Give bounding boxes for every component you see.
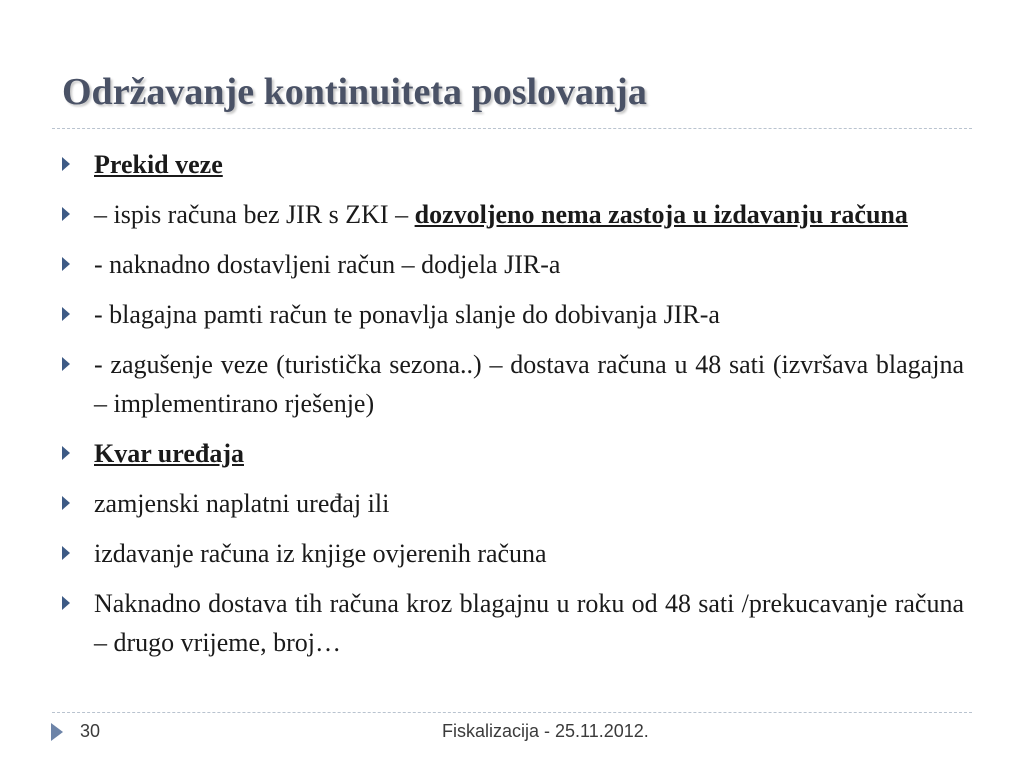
bullet-item xyxy=(62,584,964,662)
bullet-item xyxy=(62,534,964,573)
triangle-bullet-icon xyxy=(62,257,70,271)
slide-title: Održavanje kontinuiteta poslovanja xyxy=(62,71,647,113)
bullet-item xyxy=(62,295,964,334)
bullet-text: - blagajna pamti račun te ponavlja slanje do dobivanja JIR-a xyxy=(94,300,720,329)
bullet-item xyxy=(62,245,964,284)
bullet-text: – ispis računa bez JIR s ZKI – xyxy=(94,200,415,229)
triangle-bullet-icon xyxy=(62,307,70,321)
footer-text: Fiskalizacija - 25.11.2012. xyxy=(442,721,649,741)
bullet-emphasis: dozvoljeno nema zastoja u izdavanju računa xyxy=(414,200,908,229)
triangle-bullet-icon xyxy=(62,596,70,610)
triangle-bullet-icon xyxy=(62,207,70,221)
bullet-text: Kvar uređaja xyxy=(94,439,244,468)
bullet-item xyxy=(62,484,964,523)
triangle-bullet-icon xyxy=(62,496,70,510)
bullet-text: Prekid veze xyxy=(94,150,223,179)
triangle-bullet-icon xyxy=(62,357,70,371)
triangle-bullet-icon xyxy=(62,157,70,171)
page-number: 30 xyxy=(80,721,101,741)
title-divider xyxy=(52,128,972,129)
bullet-item xyxy=(62,434,964,473)
triangle-bullet-icon xyxy=(62,446,70,460)
bullet-text: - naknadno dostavljeni račun – dodjela JIR-a xyxy=(94,250,561,279)
triangle-bullet-icon xyxy=(62,546,70,560)
footer-triangle-icon xyxy=(51,723,63,741)
bullet-text: izdavanje računa iz knjige ovjerenih računa xyxy=(94,539,547,568)
footer-divider xyxy=(52,712,972,713)
bullet-list xyxy=(62,145,964,673)
bullet-text: Naknadno dostava tih računa kroz blagajnu u roku od 48 sati /prekucavanje računa – drugo vrijeme, broj… xyxy=(94,589,964,657)
bullet-item xyxy=(62,195,964,234)
bullet-item xyxy=(62,345,964,423)
bullet-text: - zagušenje veze (turistička sezona..) – dostava računa u 48 sati (izvršava blagajna – implementirano rješenje) xyxy=(94,350,964,418)
bullet-item xyxy=(62,145,964,184)
bullet-text: zamjenski naplatni uređaj ili xyxy=(94,489,390,518)
